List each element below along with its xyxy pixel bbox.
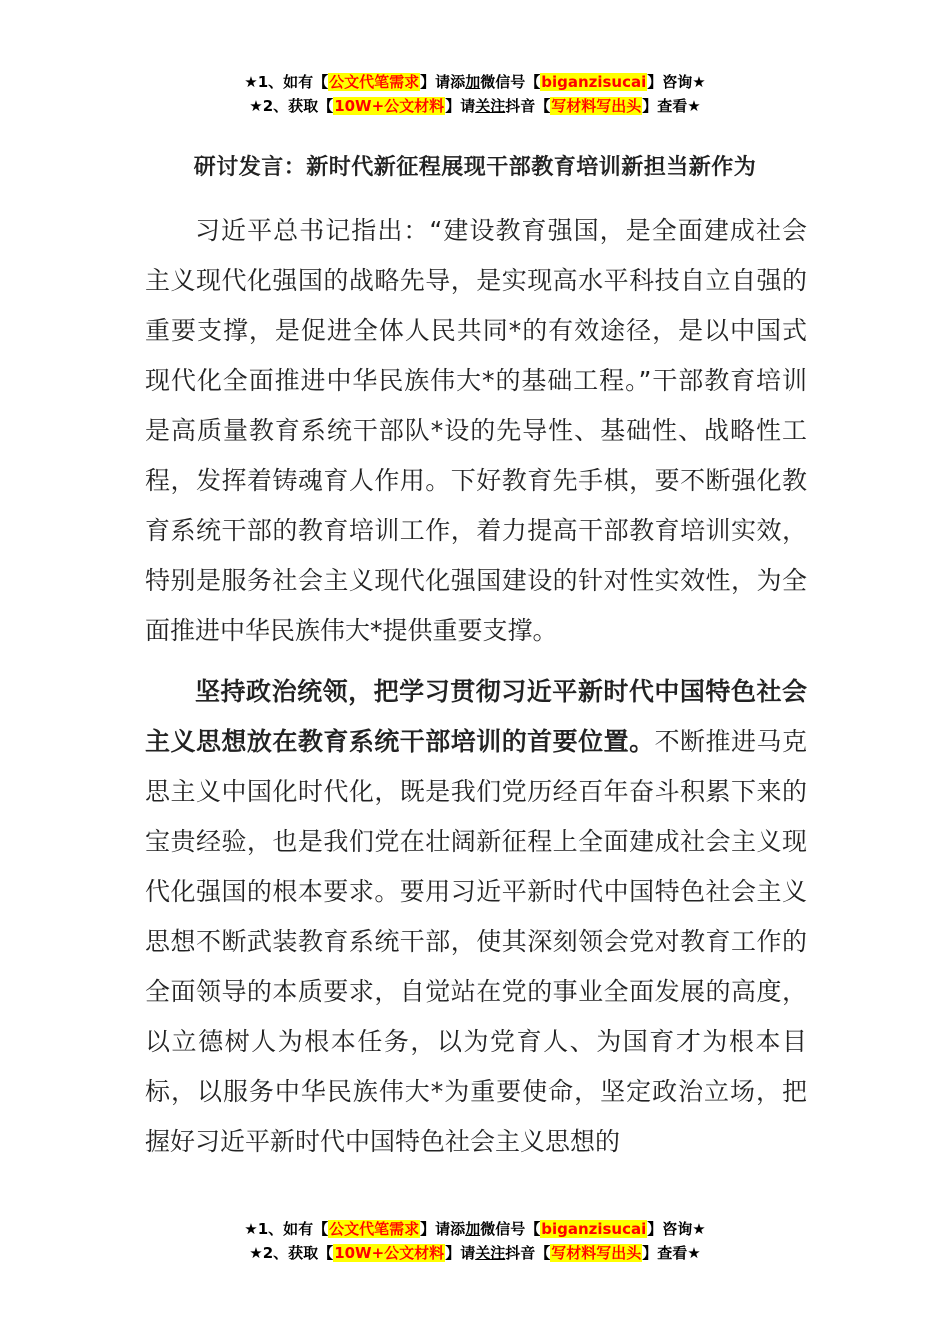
highlight-wechat-id: biganzisucai: [541, 1220, 647, 1238]
footer-banner: [0, 1217, 950, 1265]
highlight-wechat-id: biganzisucai: [541, 73, 647, 91]
banner-text: 】咨询★: [647, 1220, 706, 1238]
paragraph-2-body: 不断推进马克思主义中国化时代化，既是我们党历经百年奋斗积累下来的宝贵经验，也是我们党在壮阔新征程上全面建成社会主义现代化强国的根本要求。要用习近平新时代中国特色社会主义思想不断武装教育系统干部，使其深刻领会党对教育工作的全面领导的本质要求，自觉站在党的事业全面发展的高度，以立德树人为根本任务，以为党育人、为国育才为根本目标，以服务中华民族伟大*为重要使命，坚定政治立场，把握好习近平新时代中国特色社会主义思想的: [145, 727, 807, 1156]
banner-text: 】请: [445, 1244, 476, 1262]
banner-text: 】查看★: [642, 97, 701, 115]
highlight-douyin-account: 写材料写出头: [551, 97, 642, 115]
paragraph-2-lead: 坚持政治统领，把学习贯彻习近平新时代中国特色社会主义思想放在教育系统干部培训的首要位置。: [145, 677, 807, 756]
banner-text: 抖音【: [505, 1244, 551, 1262]
banner-emphasis: 关注: [475, 1244, 506, 1262]
banner-text: 微信号【: [480, 73, 541, 91]
banner-text: ★1、如有【: [244, 1220, 329, 1238]
document-body: [145, 206, 807, 1167]
banner-text: 】查看★: [642, 1244, 701, 1262]
header-banner: [0, 70, 950, 118]
banner-text: 】请添: [420, 73, 466, 91]
highlight-service: 公文代笔需求: [329, 73, 420, 91]
highlight-service: 公文代笔需求: [329, 1220, 420, 1238]
banner-line-2: [0, 94, 950, 118]
paragraph-2: [145, 667, 807, 1167]
banner-line-1: [0, 70, 950, 94]
banner-text: 】咨询★: [647, 73, 706, 91]
banner-text: 】请添: [420, 1220, 466, 1238]
paragraph-1: 习近平总书记指出：“建设教育强国，是全面建成社会主义现代化强国的战略先导，是实现高水平科技自立自强的重要支撑，是促进全体人民共同*的有效途径，是以中国式现代化全面推进中华民族伟大*的基础工程。”干部教育培训是高质量教育系统干部队*设的先导性、基础性、战略性工程，发挥着铸魂育人作用。下好教育先手棋，要不断强化教育系统干部的教育培训工作，着力提高干部教育培训实效，特别是服务社会主义现代化强国建设的针对性实效性，为全面推进中华民族伟大*提供重要支撑。: [145, 216, 807, 645]
banner-line-2: [0, 1241, 950, 1265]
banner-text: ★2、获取【: [249, 97, 334, 115]
banner-text: 】请: [445, 97, 476, 115]
banner-emphasis: 关注: [475, 97, 506, 115]
banner-text: ★2、获取【: [249, 1244, 334, 1262]
highlight-douyin-account: 写材料写出头: [551, 1244, 642, 1262]
banner-text: 抖音【: [505, 97, 551, 115]
banner-emphasis: 加: [465, 1220, 481, 1238]
banner-emphasis: 加: [465, 73, 481, 91]
document-title: 研讨发言：新时代新征程展现干部教育培训新担当新作为: [193, 155, 757, 180]
banner-text: ★1、如有【: [244, 73, 329, 91]
highlight-materials: 10W+公文材料: [334, 1244, 445, 1262]
highlight-materials: 10W+公文材料: [334, 97, 445, 115]
banner-text: 微信号【: [480, 1220, 541, 1238]
banner-line-1: [0, 1217, 950, 1241]
